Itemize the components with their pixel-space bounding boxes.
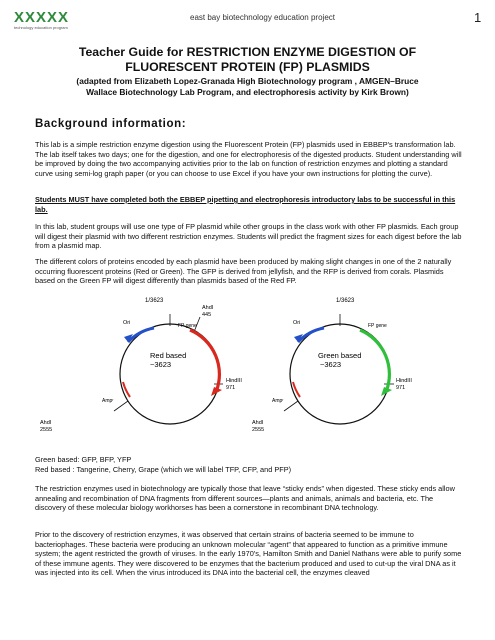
paragraph-colors: The different colors of proteins encoded by each plasmid have been produced by making slight changes in one of the 2 naturally occurring fluorescent proteins (Red or Green). The GFP is derived from jellyfish, and the RFP is derived from corals. Plasmids based on the Green FP will digest differently than plasmids based of the Red FP. <box>35 257 452 286</box>
section-heading: Background information: <box>35 118 187 130</box>
green-amp-label: Ampʳ <box>272 398 284 404</box>
green-ahd-low-label: AhdI <box>252 420 264 426</box>
green-fp-arrowhead <box>381 387 392 396</box>
document-title <box>20 45 475 75</box>
red-plasmid-map <box>40 298 242 433</box>
red-hind-num: 971 <box>226 385 236 391</box>
green-hind-num: 971 <box>396 385 406 391</box>
ebbep-logo <box>14 10 99 34</box>
red-ahd-low-label: AhdI <box>40 420 52 426</box>
red-ahd-low-tick <box>114 401 128 411</box>
red-ahd-low-num: 2555 <box>40 427 53 433</box>
subtitle-line-2: Wallace Biotechnology Lab Program, and electrophoresis activity by Kirk Brown) <box>86 87 409 97</box>
paragraph-intro: This lab is a simple restriction enzyme digestion using the Fluorescent Protein (FP) plasmids used in EBBEP's transformation lab. The lab itself takes two days; one for the digestion, and one for electrophoresis of the digested products. Student understanding will be improved by doing the two accompanying activities prior to the lab on function of restriction enzymes and plotting a standard curve using semi-log graph paper (or you can choose to use Excel if you have your own instructions for plotting the curve). <box>35 140 462 178</box>
paragraph-sticky-ends: The restriction enzymes used in biotechnology are typically those that leave “sticky ends” when digested. These sticky ends allow annealing and recombination of DNA fragments from different sources—plants and animals, animals and bacteria, etc. The discovery of these molecular biology workhorses has been a cornerstone in recombinant DNA technology. <box>35 484 455 513</box>
green-plasmid-map <box>252 298 412 433</box>
red-fp-arrowhead <box>211 387 222 396</box>
document-subtitle <box>20 76 475 98</box>
green-based-line: Green based: GFP, BFP, YFP <box>35 455 132 464</box>
red-ori-label: Ori <box>123 320 131 326</box>
red-fp-label: FP gene <box>178 323 197 329</box>
green-ori-label: Ori <box>293 320 301 326</box>
red-size-label: ~3623 <box>150 360 172 369</box>
paragraph-groups: In this lab, student groups will use one type of FP plasmid while other groups in the class work with other FP plasmids. Each group will digest their plasmid with two different restriction enzymes. Students will predict the fragment sizes for each digest before the lab from a plasmid map. <box>35 222 462 251</box>
plasmid-maps-figure <box>30 294 460 449</box>
paragraph-warning: Students MUST have completed both the EBBEP pipetting and electrophoresis introductory labs to be successful in this lab. <box>35 195 456 214</box>
red-ahd-top-label: AhdI <box>202 305 214 311</box>
red-fp-arrow <box>190 330 219 392</box>
green-fp-arrow <box>360 330 389 392</box>
page-number: 1 <box>474 10 482 25</box>
red-amp-label: Ampʳ <box>102 398 114 404</box>
red-hind-label: HindIII <box>226 378 242 384</box>
logo-subtext: technology education program <box>14 25 68 30</box>
title-line-1: Teacher Guide for RESTRICTION ENZYME DIGESTION OF <box>78 45 417 59</box>
red-top-label: 1/3623 <box>145 298 164 304</box>
red-based-line: Red based : Tangerine, Cherry, Grape (which we will label TFP, CFP, and PFP) <box>35 465 292 474</box>
header-title: east bay biotechnology education project <box>190 13 335 22</box>
green-hind-label: HindIII <box>396 378 412 384</box>
logo-text: XXXXX <box>14 9 70 26</box>
green-top-label: 1/3623 <box>336 298 355 304</box>
green-size-label: ~3623 <box>320 360 342 369</box>
green-fp-label: FP gene <box>368 323 387 329</box>
green-name-label: Green based <box>318 351 362 360</box>
green-ahd-low-num: 2555 <box>252 427 265 433</box>
green-ahd-low-tick <box>284 401 298 411</box>
title-line-2: FLUORESCENT PROTEIN (FP) PLASMIDS <box>125 60 370 74</box>
paragraph-discovery: Prior to the discovery of restriction enzymes, it was observed that certain strains of bacteria seemed to be immune to bacteriophages. These bacteria were producing an unknown molecular “agent” that appeared to function as a primitive immune system; the agent restricted the growth of viruses. In the early 1970's, Hamilton Smith and Daniel Nathans were able to purify some of these immune agents. They were discovered to be enzymes that the bacterium produced and used to cut-up the viral DNA as it was injected into its cell. When the virus introduced its DNA into the bacterial cell, the enzymes cleaved <box>35 530 462 578</box>
red-name-label: Red based <box>150 351 187 360</box>
red-ahd-top-num: 445 <box>202 312 212 318</box>
subtitle-line-1: (adapted from Elizabeth Lopez-Granada High Biotechnology program , AMGEN–Bruce <box>76 76 419 86</box>
